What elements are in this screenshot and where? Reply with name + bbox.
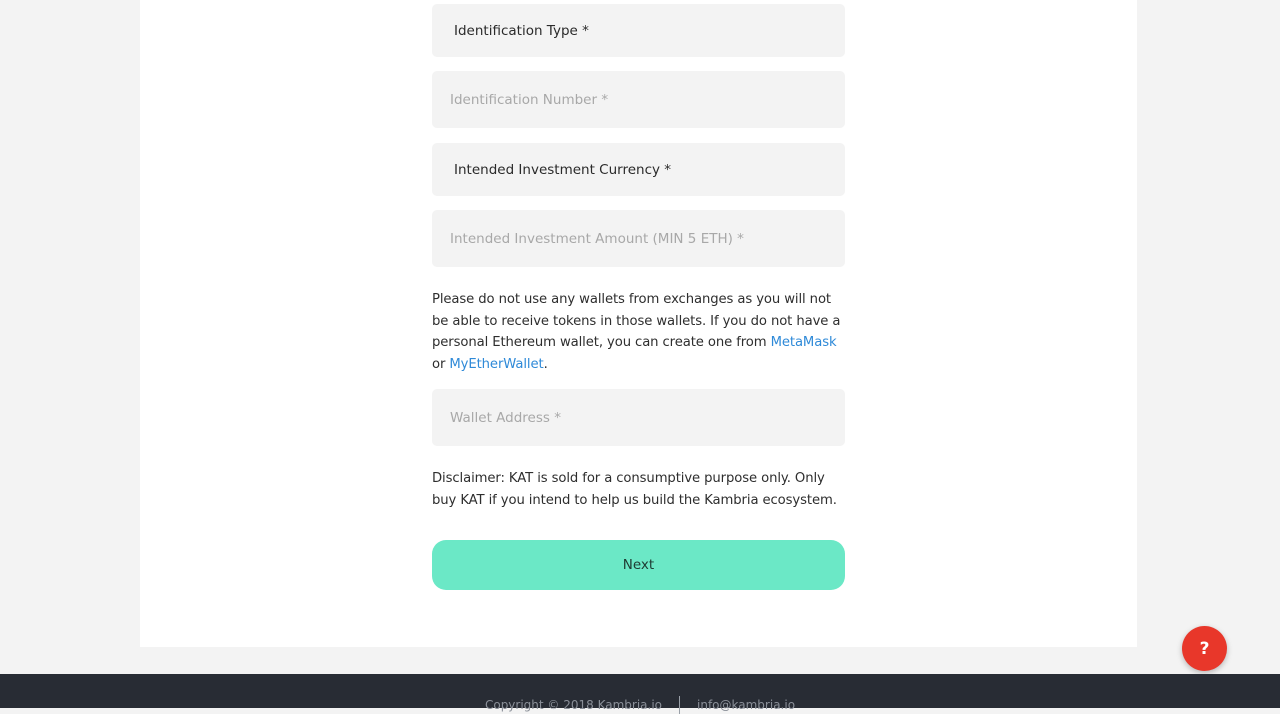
wallet-address-input[interactable]: [450, 410, 845, 426]
wallet-notice-or: or: [432, 356, 450, 372]
next-button[interactable]: Next: [432, 540, 845, 590]
identification-number-field[interactable]: [432, 71, 845, 128]
investment-amount-input[interactable]: [450, 231, 845, 247]
copyright-text: Copyright © 2018 Kambria.io: [484, 698, 663, 712]
footer: [0, 674, 1280, 712]
help-button[interactable]: [1182, 626, 1227, 671]
investment-currency-select[interactable]: [432, 143, 845, 196]
wallet-notice: [432, 289, 845, 375]
question-mark-icon: ?: [1199, 638, 1210, 659]
footer-content: [0, 696, 1280, 714]
investment-currency-label: Intended Investment Currency *: [454, 161, 672, 178]
wallet-notice-text: Please do not use any wallets from exchanges as you will not be able to receive tokens in those wallets. If you do not have a personal Ethereum wallet, you can create one from: [432, 292, 841, 350]
wallet-address-field[interactable]: [432, 389, 845, 446]
metamask-link[interactable]: MetaMask: [770, 335, 837, 350]
wallet-notice-end: .: [543, 356, 548, 372]
myetherwallet-link[interactable]: MyEtherWallet: [449, 356, 544, 372]
footer-divider: [679, 696, 680, 714]
identification-type-select[interactable]: [432, 4, 845, 57]
identification-type-label: Identification Type *: [454, 22, 589, 39]
identification-number-input[interactable]: [450, 92, 845, 108]
disclaimer: Disclaimer: KAT is sold for a consumptive purpose only. Only buy KAT if you intend to help us build the Kambria ecosystem.: [432, 471, 837, 508]
investment-amount-field[interactable]: [432, 210, 845, 267]
form-card: [140, 0, 1137, 647]
contact-email-link[interactable]: info@kambria.io: [697, 698, 796, 712]
